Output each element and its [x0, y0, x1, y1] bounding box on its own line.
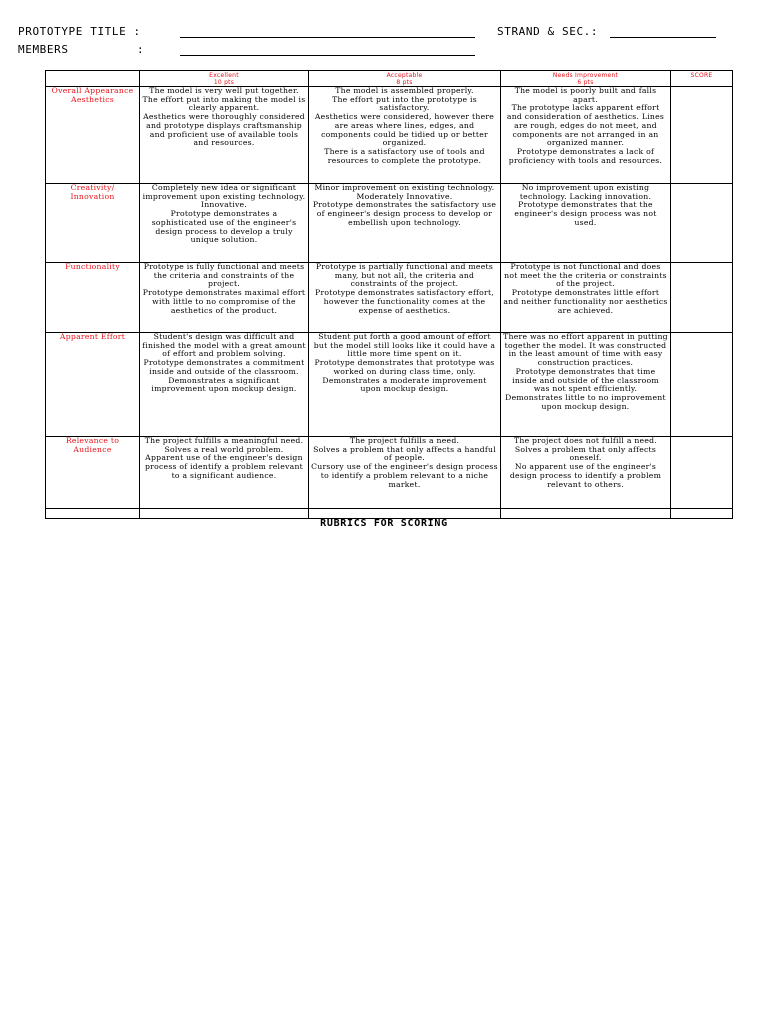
rubric-caption: RUBRICS FOR SCORING	[320, 518, 448, 529]
score-cell[interactable]	[671, 184, 733, 263]
score-cell[interactable]	[671, 437, 733, 509]
table-row	[46, 509, 733, 519]
cell-text: No improvement upon existing technology. Lacking innovation. Prototype demonstrates that the engineer's design process was not used.	[514, 183, 657, 227]
needs-improvement-cell	[501, 263, 671, 333]
needs-improvement-header: Needs Improvement 6 pts	[501, 71, 671, 87]
rubric-header-row	[46, 71, 733, 87]
excellent-cell	[140, 87, 309, 184]
prototype-title-field[interactable]	[180, 37, 475, 38]
table-row	[46, 437, 733, 509]
acceptable-cell	[309, 184, 501, 263]
acceptable-cell	[309, 263, 501, 333]
cell-text: Prototype is fully functional and meets the criteria and constraints of the project. Prototype demonstrates maximal effort with little to no compromise of the aesthetics of the product.	[142, 262, 306, 315]
empty-cell	[309, 509, 501, 519]
cell-text: Student's design was difficult and finished the model with a great amount of effort and problem solving. Prototype demonstrates a commitment inside and outside of the classroom. Demonstrates a significant improvement upon mockup design.	[142, 332, 306, 394]
strand-section-label: STRAND & SEC.:	[497, 25, 599, 38]
empty-cell	[46, 509, 140, 519]
cell-text: The model is poorly built and falls apart. The prototype lacks apparent effort and consideration of aesthetics. Lines are rough, edges do not meet, and components are not arranged in an organized manner. Prototype demonstrates a lack of proficiency with tools and resources.	[506, 86, 665, 165]
score-cell[interactable]	[671, 263, 733, 333]
table-row	[46, 184, 733, 263]
cell-text: Prototype is partially functional and meets many, but not all, the criteria and constraints of the project. Prototype demonstrates satisfactory effort, however the functionality comes at the expense of aesthetics.	[315, 262, 494, 315]
excellent-cell	[140, 333, 309, 437]
score-total-cell[interactable]	[671, 509, 733, 519]
acceptable-cell	[309, 333, 501, 437]
prototype-title-label: PROTOTYPE TITLE :	[18, 25, 141, 38]
table-row	[46, 87, 733, 184]
cell-text: The project fulfills a meaningful need. Solves a real world problem. Apparent use of the engineer's design process of identify a problem relevant to a significant audience.	[144, 436, 304, 480]
needs-improvement-cell	[501, 87, 671, 184]
needs-improvement-cell	[501, 184, 671, 263]
criterion-cell: Relevance to Audience	[46, 437, 140, 509]
cell-text: Minor improvement on existing technology. Moderately Innovative. Prototype demonstrates the satisfactory use of engineer's design process to develop or embellish upon technology.	[312, 183, 497, 227]
criterion-cell: Overall Appearance Aesthetics	[46, 87, 140, 184]
members-colon: :	[137, 43, 145, 56]
acceptable-cell	[309, 437, 501, 509]
cell-text: The model is assembled properly. The effort put into the prototype is satisfactory. Aesthetics were considered, however there are areas where lines, edges, and components could be tidied up or better organized. There is a satisfactory use of tools and resources to complete the prototype.	[314, 86, 495, 165]
empty-cell	[501, 509, 671, 519]
needs-improvement-cell	[501, 437, 671, 509]
cell-text: Student put forth a good amount of effort but the model still looks like it could have a little more time spent on it. Prototype demonstrates that prototype was worked on during class time, only. Demonstrates a moderate improvement upon mockup design.	[313, 332, 496, 394]
score-cell[interactable]	[671, 333, 733, 437]
criterion-cell: Apparent Effort	[46, 333, 140, 437]
excellent-cell	[140, 437, 309, 509]
empty-cell	[140, 509, 309, 519]
cell-text: The project does not fulfill a need. Solves a problem that only affects oneself. No apparent use of the engineer's design process to identify a problem relevant to others.	[509, 436, 662, 489]
blank-header-cell	[46, 71, 140, 87]
strand-section-field[interactable]	[610, 37, 716, 38]
criterion-cell: Creativity/ Innovation	[46, 184, 140, 263]
cell-text: Prototype is not functional and does not meet the the criteria or constraints of the project. Prototype demonstrates little effort and neither functionality nor aesthetics are achieved.	[503, 262, 668, 315]
score-cell[interactable]	[671, 87, 733, 184]
excellent-cell	[140, 263, 309, 333]
cell-text: Completely new idea or significant improvement upon existing technology. Innovative. Prototype demonstrates a sophisticated use of the engineer's design process to develop a truly unique solution.	[142, 183, 306, 245]
rubric-table	[45, 70, 733, 519]
score-header: SCORE	[671, 71, 733, 87]
acceptable-cell	[309, 87, 501, 184]
cell-text: The project fulfills a need. Solves a problem that only affects a handful of people. Cursory use of the engineer's design process to identify a problem relevant to a niche market.	[311, 436, 498, 489]
members-field[interactable]	[180, 55, 475, 56]
excellent-header: Excellent 10 pts	[140, 71, 309, 87]
needs-improvement-cell	[501, 333, 671, 437]
table-row	[46, 333, 733, 437]
members-label: MEMBERS	[18, 43, 69, 56]
criterion-cell: Functionality	[46, 263, 140, 333]
table-row	[46, 263, 733, 333]
excellent-cell	[140, 184, 309, 263]
cell-text: There was no effort apparent in putting together the model. It was constructed in the least amount of time with easy construction practices. Prototype demonstrates that time inside and outside of the classroom was not spent efficiently. Demonstrates little to no improvement upon mockup design.	[503, 332, 668, 411]
acceptable-header: Acceptable 8 pts	[309, 71, 501, 87]
cell-text: The model is very well put together. The effort put into making the model is clearly apparent. Aesthetics were thoroughly considered and prototype displays craftsmanship and proficient use of available tools and resources.	[142, 86, 306, 148]
